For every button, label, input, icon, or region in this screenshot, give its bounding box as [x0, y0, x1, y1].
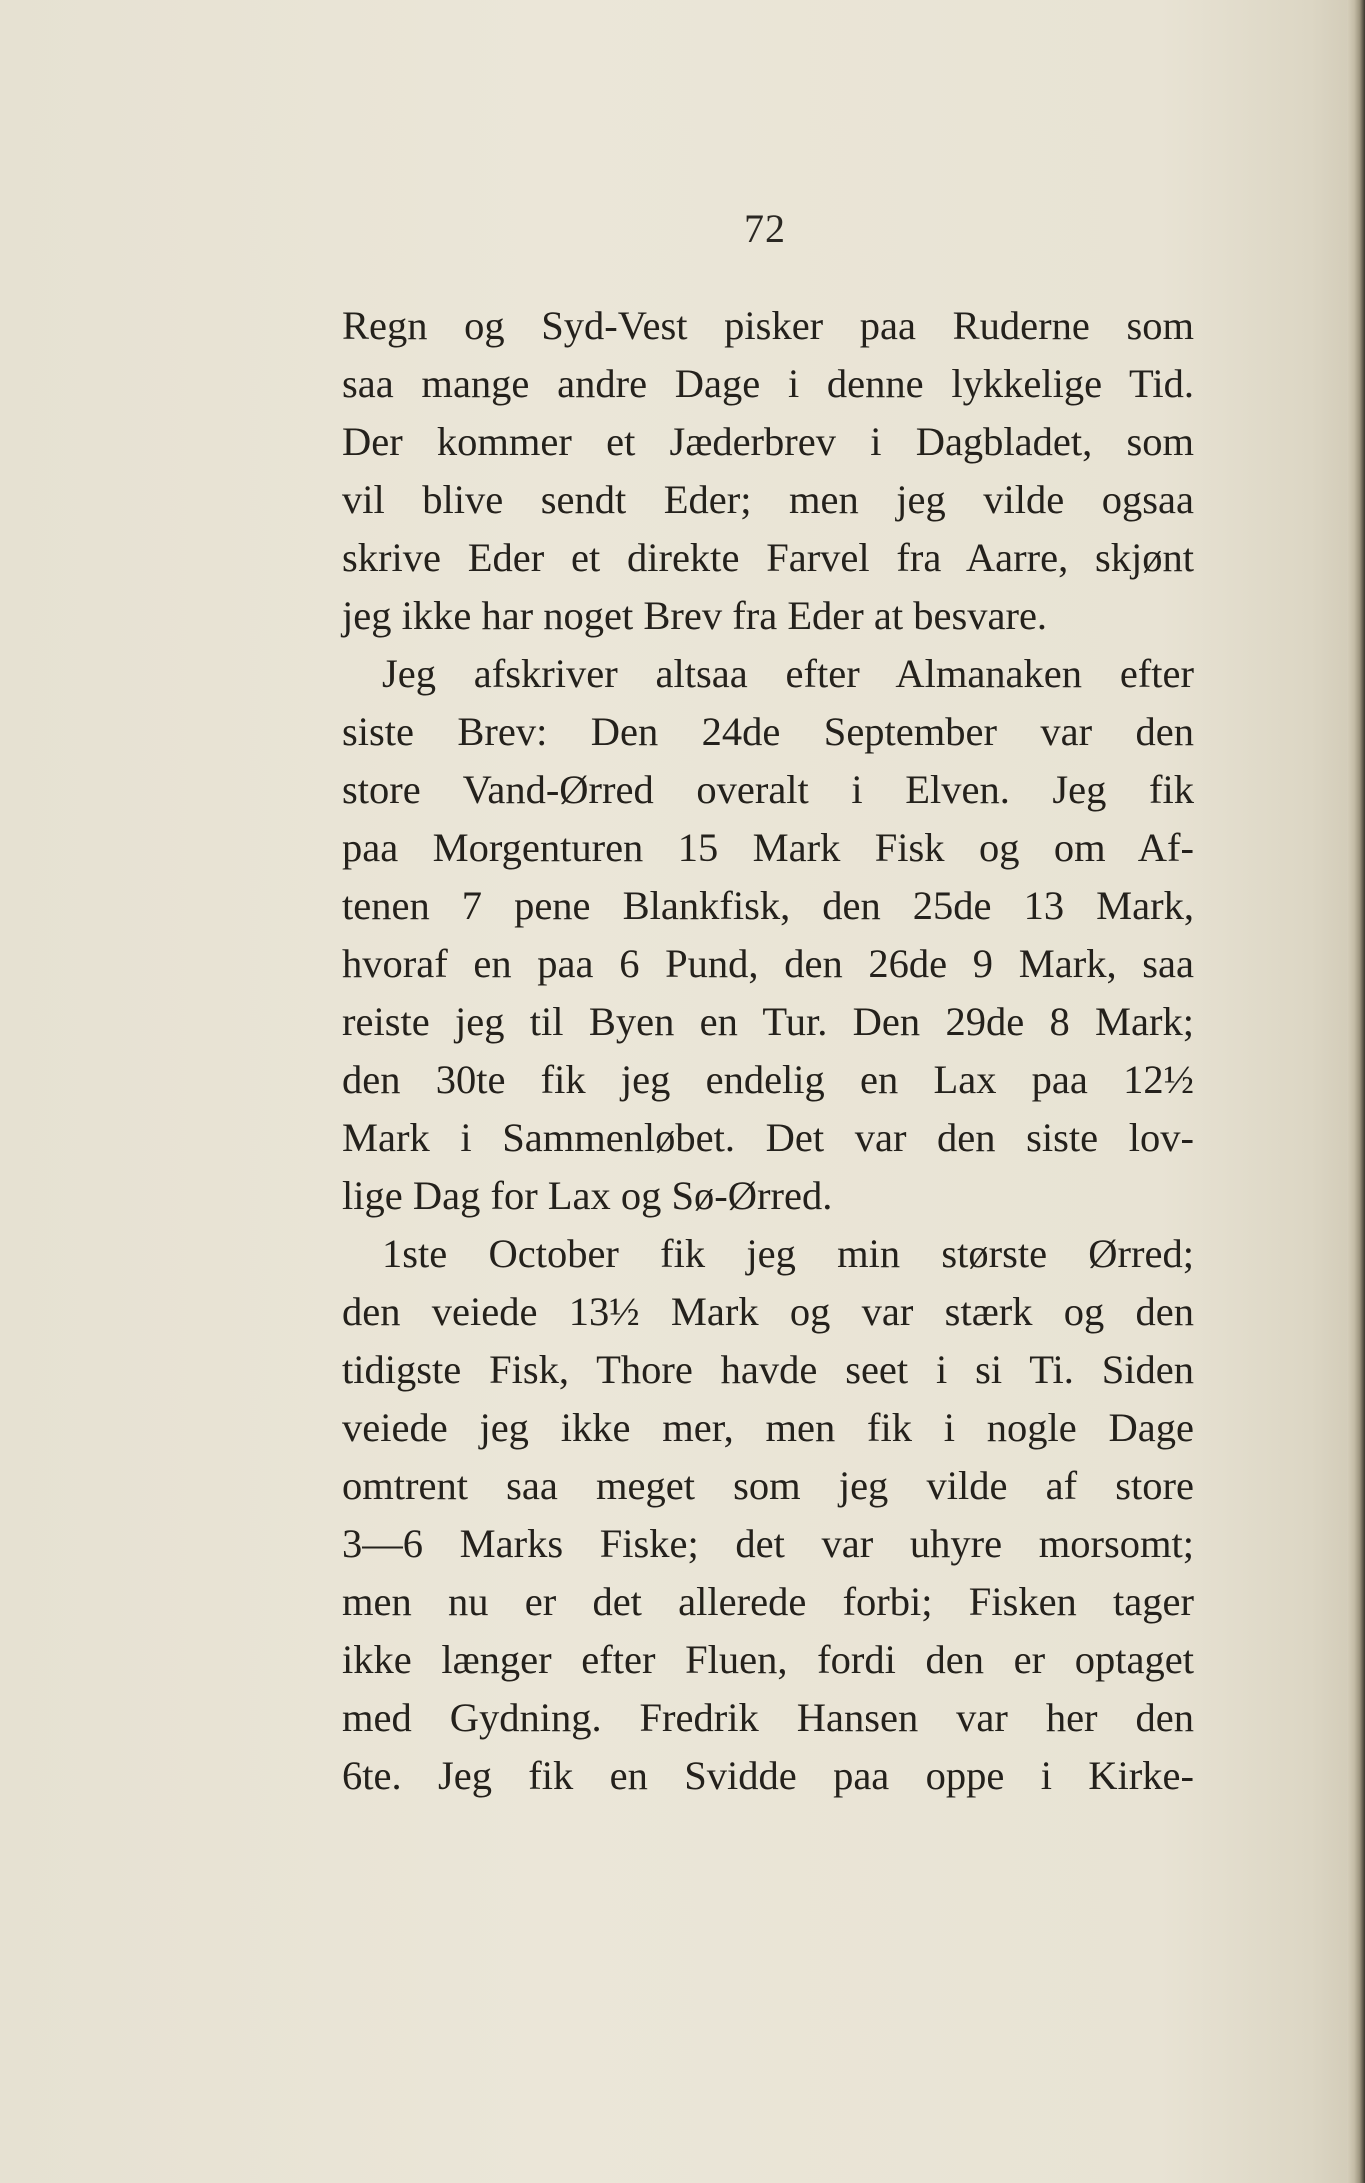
text-line: lige Dag for Lax og Sø-Ørred. [342, 1173, 833, 1218]
text-line: 1ste October fik jeg min største Ørred; [382, 1231, 1194, 1276]
text-line: Mark i Sammenløbet. Det var den siste lov- [342, 1115, 1194, 1160]
text-line: reiste jeg til Byen en Tur. Den 29de 8 Mark; [342, 999, 1194, 1044]
text-line: 3—6 Marks Fiske; det var uhyre morsomt; [342, 1521, 1194, 1566]
text-line: siste Brev: Den 24de September var den [342, 709, 1194, 754]
text-line: Regn og Syd-Vest pisker paa Ruderne som [342, 303, 1194, 348]
body-text [342, 297, 1194, 1805]
text-line: vil blive sendt Eder; men jeg vilde ogsaa [342, 477, 1194, 522]
text-line: saa mange andre Dage i denne lykkelige Tid. [342, 361, 1194, 406]
text-line: 6te. Jeg fik en Svidde paa oppe i Kirke- [342, 1753, 1194, 1798]
page-number: 72 [744, 206, 786, 251]
text-line: tidigste Fisk, Thore havde seet i si Ti. Siden [342, 1347, 1194, 1392]
text-line: veiede jeg ikke mer, men fik i nogle Dage [342, 1405, 1194, 1450]
text-line: Jeg afskriver altsaa efter Almanaken efter [382, 651, 1194, 696]
text-line: men nu er det allerede forbi; Fisken tager [342, 1579, 1194, 1624]
page-edge-shadow [1347, 0, 1365, 2183]
text-line: paa Morgenturen 15 Mark Fisk og om Af- [342, 825, 1194, 870]
text-line: jeg ikke har noget Brev fra Eder at besvare. [342, 593, 1048, 638]
text-line: ikke længer efter Fluen, fordi den er optaget [342, 1637, 1194, 1682]
text-line: skrive Eder et direkte Farvel fra Aarre, skjønt [342, 535, 1194, 580]
text-line: med Gydning. Fredrik Hansen var her den [342, 1695, 1194, 1740]
text-line: hvoraf en paa 6 Pund, den 26de 9 Mark, saa [342, 941, 1194, 986]
text-line: store Vand-Ørred overalt i Elven. Jeg fik [342, 767, 1194, 812]
text-line: den 30te fik jeg endelig en Lax paa 12½ [342, 1057, 1194, 1102]
text-line: tenen 7 pene Blankfisk, den 25de 13 Mark, [342, 883, 1194, 928]
text-line: den veiede 13½ Mark og var stærk og den [342, 1289, 1194, 1334]
text-line: omtrent saa meget som jeg vilde af store [342, 1463, 1194, 1508]
text-line: Der kommer et Jæderbrev i Dagbladet, som [342, 419, 1194, 464]
